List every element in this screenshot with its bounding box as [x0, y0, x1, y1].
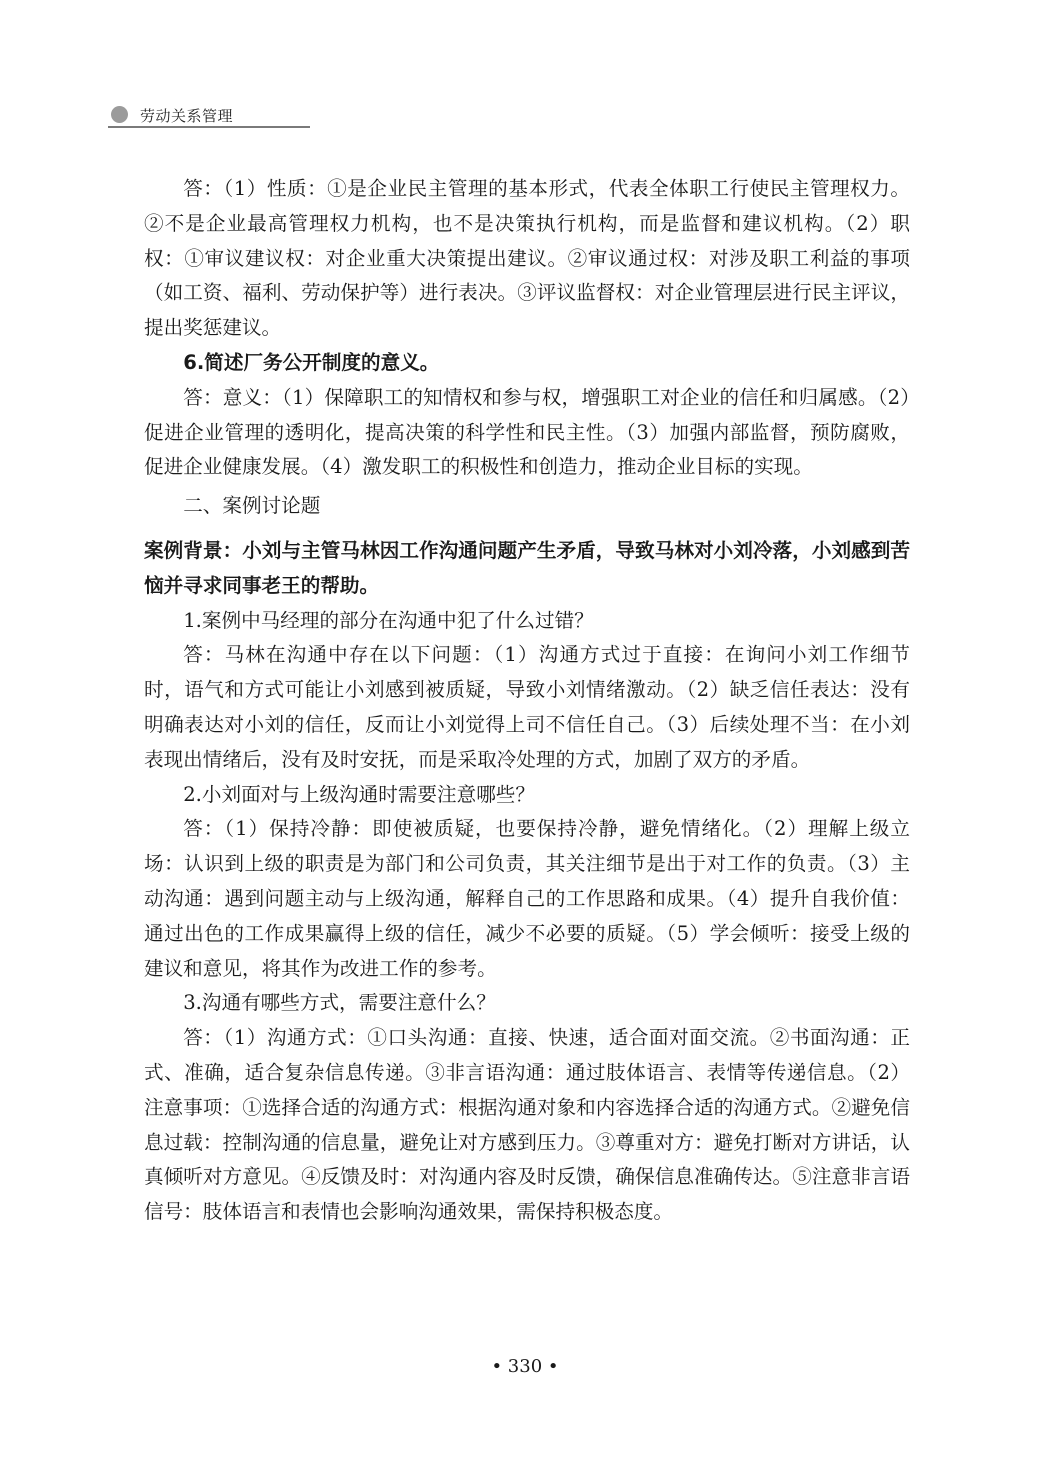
- answer-paragraph: 答：马林在沟通中存在以下问题：（1）沟通方式过于直接：在询问小刘工作细节时，语气和方式可能让小刘感到被质疑，导致小刘情绪激动。（2）缺乏信任表达：没有明确表达对小刘的信任，反而让小刘觉得上司不信任自己。（3）后续处理不当：在小刘表现出情绪后，没有及时安抚，而是采取冷处理的方式，加剧了双方的矛盾。: [144, 643, 910, 771]
- header-rule: [108, 126, 310, 128]
- case-question: 2.小刘面对与上级沟通时需要注意哪些？: [183, 782, 535, 806]
- page-number: • 330 •: [491, 1356, 559, 1377]
- case-question: 1.案例中马经理的部分在沟通中犯了什么过错？: [183, 608, 594, 632]
- case-background: 案例背景：小刘与主管马林因工作沟通问题产生矛盾，导致马林对小刘冷落，小刘感到苦恼并寻求同事老王的帮助。: [144, 538, 910, 597]
- running-header: [108, 104, 310, 130]
- book-title: 劳动关系管理: [140, 107, 234, 125]
- case-question: 3.沟通有哪些方式，需要注意什么？: [183, 991, 496, 1015]
- answer-paragraph: 答：（1）性质：①是企业民主管理的基本形式，代表全体职工行使民主管理权力。②不是企业最高管理权力机构，也不是决策执行机构，而是监督和建议机构。（2）职权：①审议建议权：对企业重大决策提出建议。②审议通过权：对涉及职工利益的事项（如工资、福利、劳动保护等）进行表决。③评议监督权：对企业管理层进行民主评议，提出奖惩建议。: [144, 177, 910, 340]
- header-dot-icon: [111, 106, 128, 123]
- section-heading: 二、案例讨论题: [183, 494, 321, 518]
- question-heading: 6.简述厂务公开制度的意义。: [183, 350, 440, 374]
- answer-paragraph: 答：意义：（1）保障职工的知情权和参与权，增强职工对企业的信任和归属感。（2）促进企业管理的透明化，提高决策的科学性和民主性。（3）加强内部监督，预防腐败，促进企业健康发展。（4）激发职工的积极性和创造力，推动企业目标的实现。: [144, 385, 910, 479]
- page-body: [144, 172, 910, 1230]
- answer-paragraph: 答：（1）保持冷静：即使被质疑，也要保持冷静，避免情绪化。（2）理解上级立场：认识到上级的职责是为部门和公司负责，其关注细节是出于对工作的负责。（3）主动沟通：遇到问题主动与上级沟通，解释自己的工作思路和成果。（4）提升自我价值：通过出色的工作成果赢得上级的信任，减少不必要的质疑。（5）学会倾听：接受上级的建议和意见，将其作为改进工作的参考。: [144, 817, 910, 980]
- answer-paragraph: 答：（1）沟通方式：①口头沟通：直接、快速，适合面对面交流。②书面沟通：正式、准确，适合复杂信息传递。③非言语沟通：通过肢体语言、表情等传递信息。（2）注意事项：①选择合适的沟通方式：根据沟通对象和内容选择合适的沟通方式。②避免信息过载：控制沟通的信息量，避免让对方感到压力。③尊重对方：避免打断对方讲话，认真倾听对方意见。④反馈及时：对沟通内容及时反馈，确保信息准确传达。⑤注意非言语信号：肢体语言和表情也会影响沟通效果，需保持积极态度。: [144, 1026, 910, 1224]
